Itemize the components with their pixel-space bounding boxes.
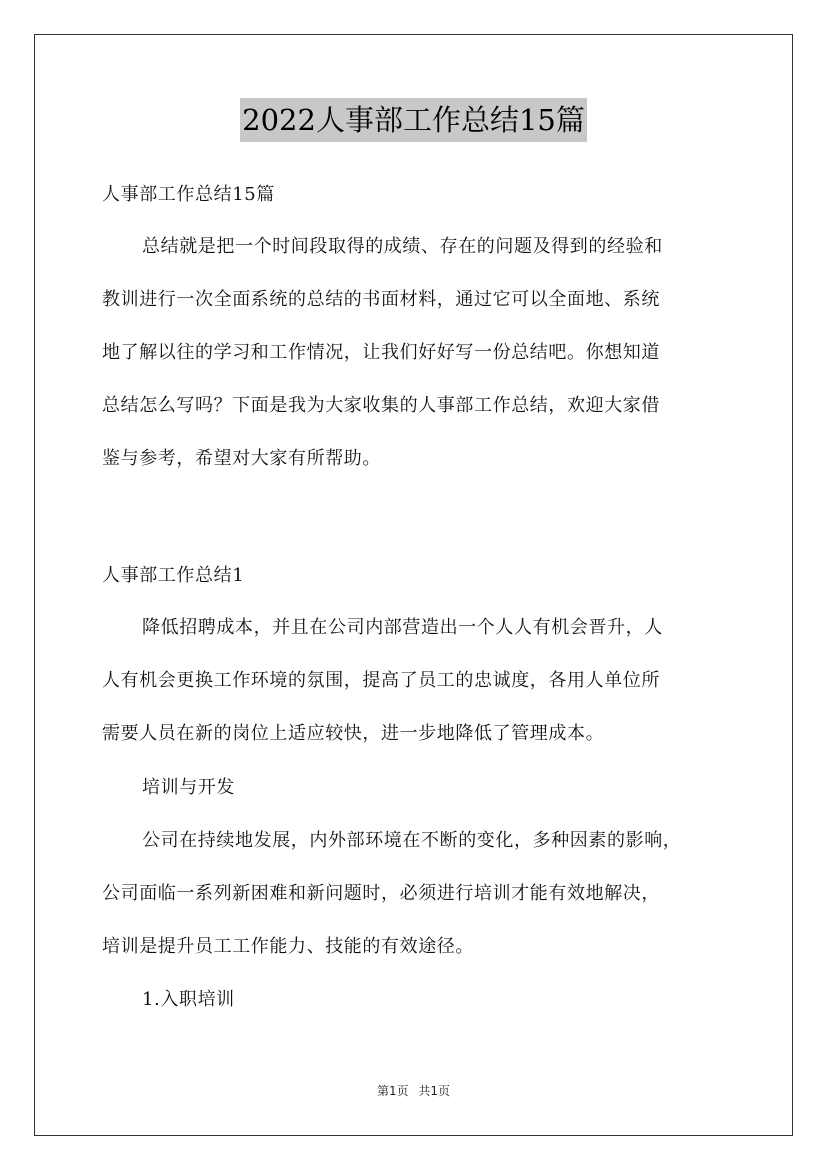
section1-item-1-text: 1.入职培训 [142,989,235,1010]
section1-heading-text: 人事部工作总结1 [102,565,245,586]
subtitle-text: 人事部工作总结15篇 [102,184,275,205]
intro-paragraph [102,226,732,479]
page-number: 第1页 [376,1084,409,1098]
intro-line-4: 总结怎么写吗？下面是我为大家收集的人事部工作总结，欢迎大家借 [102,395,660,416]
intro-line-2: 教训进行一次全面系统的总结的书面材料，通过它可以全面地、系统 [102,289,660,310]
section1-paragraph-2 [102,820,732,967]
intro-line-5: 鉴与参考，希望对大家有所帮助。 [102,448,381,469]
section1-para2-line-1: 公司在持续地发展，内外部环境在不断的变化，多种因素的影响， [142,830,682,851]
intro-line-1: 总结就是把一个时间段取得的成绩、存在的问题及得到的经验和 [142,236,663,257]
subtitle [102,174,732,215]
section1-para2-line-2: 公司面临一系列新困难和新问题时，必须进行培训才能有效地解决， [102,883,660,904]
section1-heading [102,555,732,596]
section1-paragraph-1 [102,607,732,754]
page-footer [0,1082,827,1099]
intro-line-3: 地了解以往的学习和工作情况，让我们好好写一份总结吧。你想知道 [102,342,660,363]
section1-para1-line-1: 降低招聘成本，并且在公司内部营造出一个人人有机会晋升，人 [142,617,663,638]
page-total: 共1页 [418,1084,451,1098]
section1-item-1 [102,979,732,1020]
section1-para1-line-3: 需要人员在新的岗位上适应较快，进一步地降低了管理成本。 [102,723,605,744]
title-wrap [0,98,827,142]
section1-para1-line-2: 人有机会更换工作环境的氛围，提高了员工的忠诚度，各用人单位所 [102,670,660,691]
section1-subheading-text: 培训与开发 [142,777,235,798]
section1-para2-line-3: 培训是提升员工工作能力、技能的有效途径。 [102,936,474,957]
document-title: 2022人事部工作总结15篇 [240,98,587,142]
section1-subheading [102,767,732,808]
